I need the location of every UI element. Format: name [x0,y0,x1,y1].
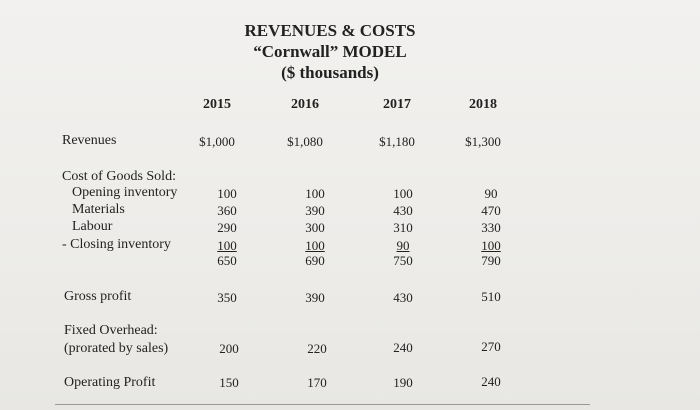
gross-profit-2016: 390 [305,290,325,305]
row-label-fixed-overhead: Fixed Overhead: [64,323,158,338]
statement-model-name: “Cornwall” MODEL [253,42,407,61]
closing-inventory-2015: 100 [217,238,237,253]
materials-2017: 430 [393,203,413,218]
opening-inventory-2015: 100 [217,186,237,201]
year-header-2015: 2015 [203,97,231,112]
fixed-overhead-2016: 220 [307,341,327,356]
operating-profit-2018: 240 [481,374,501,389]
revenues-2017: $1,180 [379,134,415,149]
statement-title: REVENUES & COSTS [244,21,416,40]
year-header-2017: 2017 [383,97,411,112]
row-label-operating-profit: Operating Profit [64,375,156,390]
opening-inventory-2018: 90 [484,186,498,201]
operating-profit-2017: 190 [393,375,413,390]
row-label-closing-inventory: - Closing inventory [62,237,171,252]
gross-profit-2017: 430 [393,290,413,305]
revenues-2015: $1,000 [199,134,235,149]
row-label-cogs: Cost of Goods Sold: [62,169,176,184]
row-label-labour: Labour [72,219,113,234]
row-label-materials: Materials [72,202,125,217]
closing-inventory-2018: 100 [481,238,501,253]
statement-units: ($ thousands) [281,63,379,82]
materials-2015: 360 [217,203,237,218]
fixed-overhead-2018: 270 [481,339,501,354]
operating-profit-2015: 150 [219,375,239,390]
opening-inventory-2016: 100 [305,186,325,201]
fixed-overhead-2015: 200 [219,341,239,356]
labour-2016: 300 [305,220,325,235]
labour-2017: 310 [393,220,413,235]
fixed-overhead-2017: 240 [393,340,413,355]
closing-inventory-2017: 90 [396,238,410,253]
labour-2018: 330 [481,220,501,235]
cogs-total-2015: 650 [217,253,237,268]
row-label-fixed-overhead-note: (prorated by sales) [64,341,169,356]
year-header-2018: 2018 [469,97,497,112]
bottom-divider [55,404,590,405]
materials-2016: 390 [305,203,325,218]
cogs-total-2018: 790 [481,253,501,268]
gross-profit-2015: 350 [217,290,237,305]
row-label-revenues: Revenues [62,133,117,148]
row-label-opening-inventory: Opening inventory [72,185,178,200]
opening-inventory-2017: 100 [393,186,413,201]
materials-2018: 470 [481,203,501,218]
operating-profit-2016: 170 [307,375,327,390]
cogs-total-2017: 750 [393,253,413,268]
year-header-2016: 2016 [291,97,319,112]
gross-profit-2018: 510 [481,289,501,304]
cogs-total-2016: 690 [305,253,325,268]
revenues-2016: $1,080 [287,134,323,149]
closing-inventory-2016: 100 [305,238,325,253]
labour-2015: 290 [217,220,237,235]
revenues-2018: $1,300 [465,134,501,149]
row-label-gross-profit: Gross profit [64,289,132,304]
